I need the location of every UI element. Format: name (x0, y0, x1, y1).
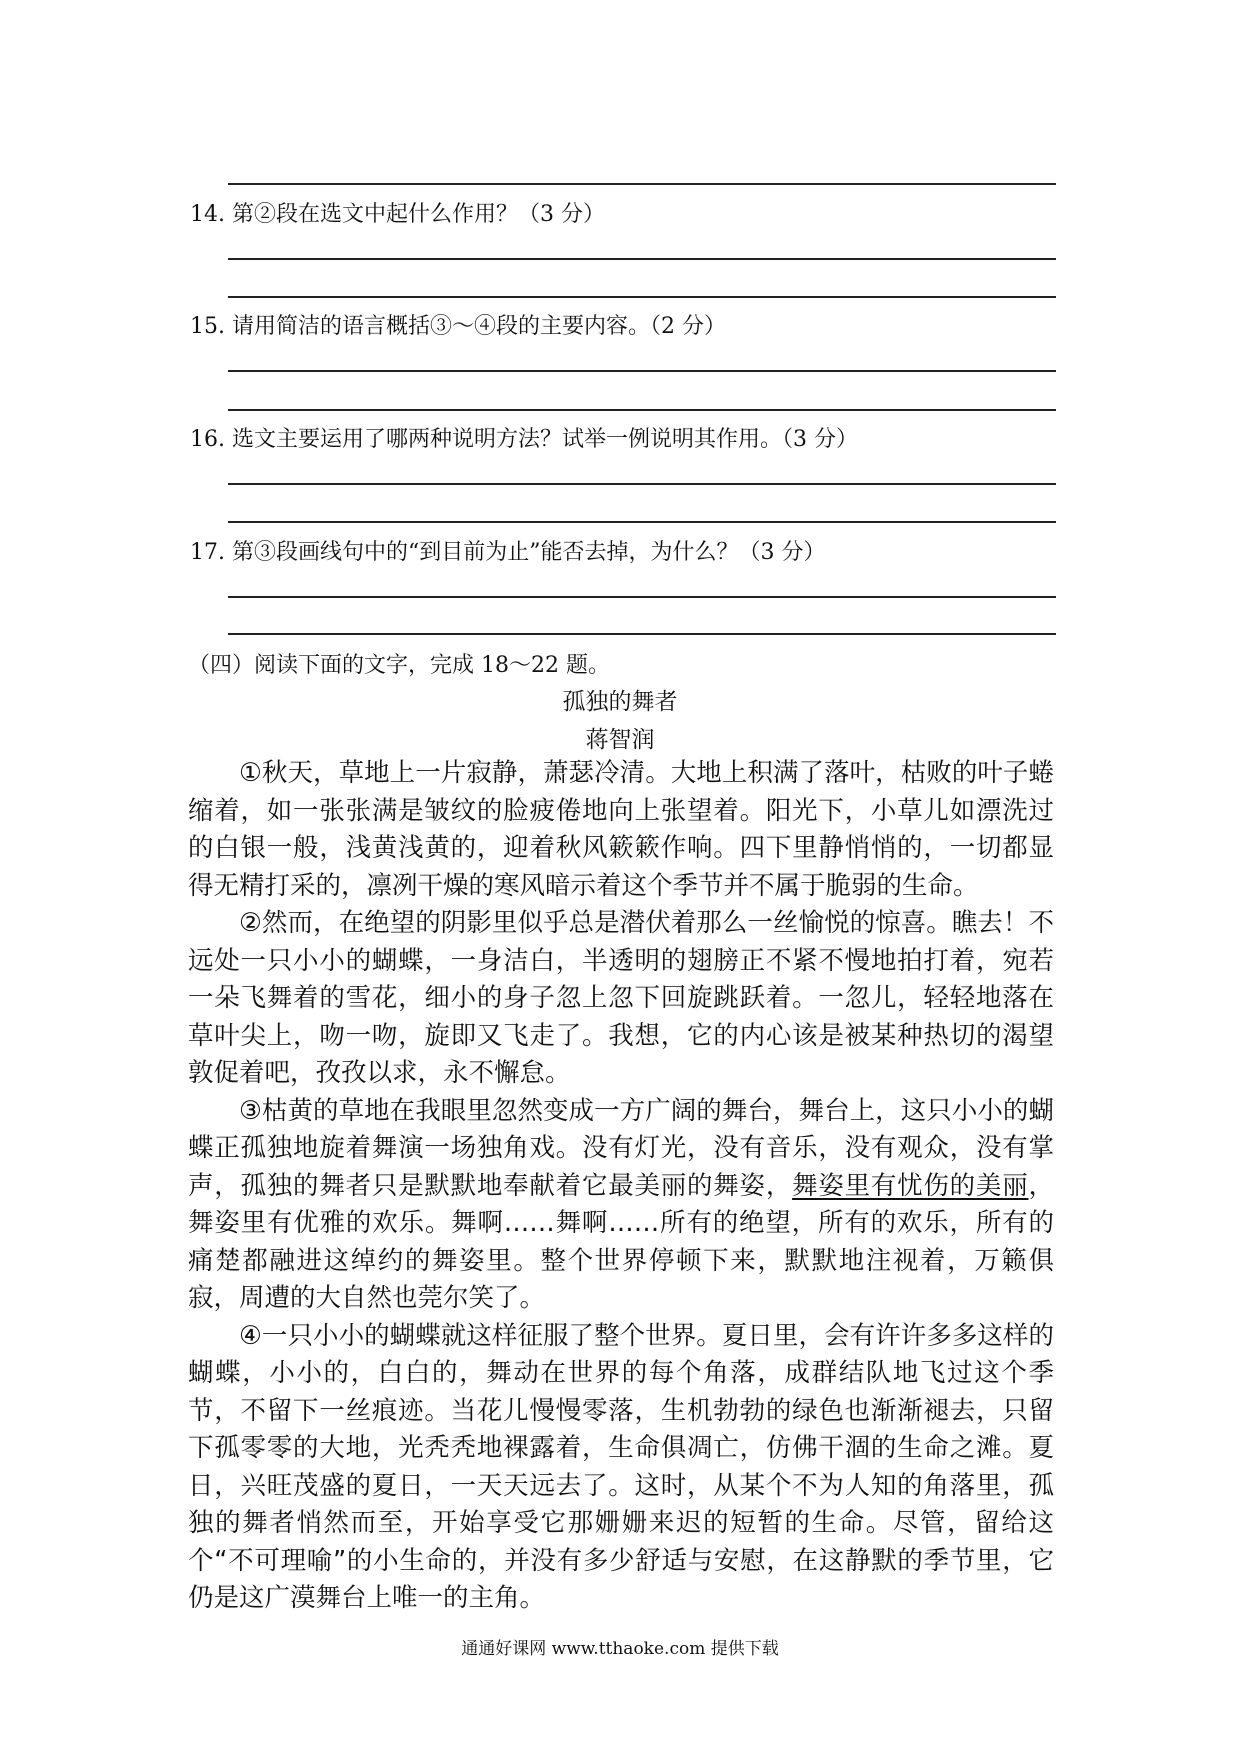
paragraph-4: ④一只小小的蝴蝶就这样征服了整个世界。夏日里，会有许许多多这样的蝴蝶，小小的，白白的，舞动在世界的每个角落，成群结队地飞过这个季节，不留下一丝痕迹。当花儿慢慢零落，生机勃勃的绿色也渐渐褪去，只留下孤零零的大地，光秃秃地裸露着，生命俱凋亡，仿佛干涸的生命之滩。夏日，兴旺茂盛的夏日，一天天远去了。这时，从某个不为人知的角落里，孤独的舞者悄然而至，开始享受它那姗姗来迟的短暂的生命。尽管，留给这个“不可理喻”的小生命的，并没有多少舒适与安慰，在这静默的季节里，它仍是这广漠舞台上唯一的主角。 (188, 1320, 1054, 1613)
answer-line (228, 409, 1056, 411)
answer-line (228, 633, 1056, 635)
answer-line (228, 296, 1056, 298)
section-intro: （四）阅读下面的文字，完成 18～22 题。 (188, 653, 610, 678)
answer-line (228, 370, 1056, 372)
answer-line (228, 258, 1056, 260)
answer-line (228, 596, 1056, 598)
paragraph-1: ①秋天，草地上一片寂静，萧瑟冷清。大地上积满了落叶，枯败的叶子蜷缩着，如一张张满是皱纹的脸疲倦地向上张望着。阳光下，小草儿如漂洗过的白银一般，浅黄浅黄的，迎着秋风簌簌作响。四下里静悄悄的，一切都显得无精打采的，凛冽干燥的寒风暗示着这个季节并不属于脆弱的生命。 (188, 758, 1054, 901)
paragraph-2: ②然而，在绝望的阴影里似乎总是潜伏着那么一丝愉悦的惊喜。瞧去！不远处一只小小的蝴蝶，一身洁白，半透明的翅膀正不紧不慢地拍打着，宛若一朵飞舞着的雪花，细小的身子忽上忽下回旋跳跃着。一忽儿，轻轻地落在草叶尖上，吻一吻，旋即又飞走了。我想，它的内心该是被某种热切的渴望敦促着吧，孜孜以求，永不懈怠。 (188, 908, 1054, 1088)
question-14: 14. 第②段在选文中起什么作用？（3 分） (190, 202, 605, 227)
answer-line (228, 521, 1056, 523)
paragraph-3 (188, 1093, 1054, 1318)
article-title: 孤独的舞者 (562, 689, 678, 715)
answer-line (228, 183, 1056, 185)
paragraph-3-text-a: ③枯黄的草地在我眼里忽然变成一方广阔的舞台，舞台上，这只小小的蝴蝶正孤独地旋着舞演一场独角戏。没有灯光，没有音乐，没有观众，没有掌声，孤独的舞者只是默默地奉献着它最美丽的舞姿， (188, 1095, 1054, 1201)
article-author: 蒋智润 (585, 727, 655, 753)
question-16: 16. 选文主要运用了哪两种说明方法？试举一例说明其作用。（3 分） (190, 427, 858, 452)
paragraph-3-text-b: ，舞姿里有优雅的欢乐。舞啊……舞啊……所有的绝望，所有的欢乐，所有的痛楚都融进这绰约的舞姿里。整个世界停顿下来，默默地注视着，万籁俱寂，周遭的大自然也莞尔笑了。 (188, 1170, 1054, 1313)
article-body (188, 755, 1054, 1618)
question-15: 15. 请用简洁的语言概括③～④段的主要内容。（2 分） (190, 314, 726, 339)
page-footer: 通通好课网 www.tthaoke.com 提供下载 (461, 1639, 779, 1659)
answer-line (228, 483, 1056, 485)
underlined-sentence: 舞姿里有忧伤的美丽 (792, 1170, 1029, 1201)
question-17: 17. 第③段画线句中的“到目前为止”能否去掉，为什么？（3 分） (190, 540, 826, 565)
